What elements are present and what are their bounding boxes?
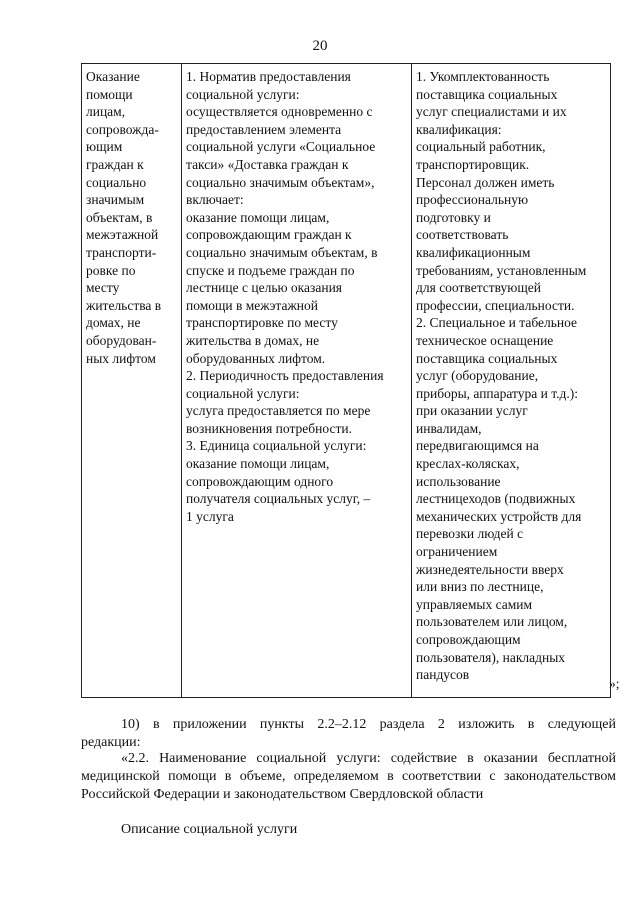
cell-text-line: оказание помощи лицам, [186, 209, 330, 225]
table-row [82, 64, 611, 698]
cell-text-line: жизнедеятельности вверх [416, 561, 564, 577]
cell-text-line: сопровожда- [86, 121, 159, 137]
cell-text-line: социальной услуги: [186, 385, 300, 401]
paragraph-line: редакции: [81, 735, 141, 750]
cell-text-line: Оказание [86, 69, 140, 84]
cell-text-line: профессиональную [416, 192, 529, 208]
cell-text-line: получателя социальных услуг, – [186, 491, 371, 507]
cell-text-line: значимым [86, 192, 145, 208]
cell-text-line: пандусов [416, 667, 470, 683]
page-number: 20 [312, 38, 328, 54]
cell-text-line: услуга предоставляется по мере [186, 403, 371, 419]
cell-text-line: 2. Специальное и табельное [416, 315, 578, 331]
service-name-cell [82, 64, 182, 698]
cell-text-line: оказание помощи лицам, [186, 456, 330, 472]
cell-text-line: сопровождающим одного [186, 473, 334, 489]
cell-text-line: социально значимым объектам, в [186, 244, 378, 260]
cell-text-line: приборы, аппаратура и т.д.): [416, 385, 578, 401]
cell-text-line: 1. Укомплектованность [416, 69, 550, 84]
paragraph-line: «2.2. Наименование социальной услуги: содействие в оказании бесплатной [121, 751, 616, 766]
cell-text-line: оборудованных лифтом. [186, 350, 326, 366]
services-table [81, 63, 611, 698]
paragraph-line: медицинской помощи в объеме, определяемом в соответствии с законодательством [81, 769, 616, 784]
cell-text-line: домах, не [86, 315, 141, 331]
cell-text-line: социально значимым объектам», [186, 174, 375, 190]
cell-text-line: социальной услуги: [186, 86, 300, 102]
cell-text-line: транспортировке по месту [186, 315, 338, 331]
paragraph-item-10 [81, 716, 616, 752]
cell-text-line: предоставлением элемента [186, 121, 342, 137]
cell-text-line: включает: [186, 192, 244, 208]
cell-text-line: транспортировщик. [416, 156, 530, 172]
cell-text-line: возникновения потребности. [186, 420, 352, 436]
cell-text-line: 3. Единица социальной услуги: [186, 438, 367, 454]
cell-text-line: механических устройств для [416, 508, 582, 524]
cell-text-line: ных лифтом [86, 350, 156, 366]
cell-text-line: такси» «Доставка граждан к [186, 156, 349, 172]
cell-text-line: оборудован- [86, 332, 157, 348]
cell-text-line: ровке по [86, 262, 136, 278]
cell-text-line: перевозки людей с [416, 526, 524, 542]
cell-text-line: 1. Норматив предоставления [186, 69, 351, 84]
cell-text-line: помощи в межэтажной [186, 297, 318, 313]
cell-text-line: поставщика социальных [416, 350, 558, 366]
cell-text-line: сопровождающим [416, 632, 521, 647]
cell-text-line: объектам, в [86, 209, 153, 225]
cell-text-line: креслах-колясках, [416, 456, 520, 472]
cell-text-line: Персонал должен иметь [416, 174, 555, 190]
cell-text-line: жительства в домах, не [186, 332, 320, 348]
cell-text-line: или вниз по лестнице, [416, 579, 544, 595]
cell-text-line: техническое оснащение [416, 332, 554, 348]
section-heading: Описание социальной услуги [121, 822, 298, 837]
cell-text-line: для соответствующей [416, 280, 542, 296]
cell-text-line: подготовку и [416, 209, 491, 225]
cell-text-line: 2. Периодичность предоставления [186, 368, 384, 384]
service-requirements-cell [412, 64, 611, 698]
cell-text-line: лестницеходов (подвижных [416, 491, 576, 507]
cell-text-line: социальный работник, [416, 139, 546, 155]
cell-text-line: 1 услуга [186, 508, 234, 524]
paragraph-line: 10) в приложении пункты 2.2–2.12 раздела 2 изложить в следующей [121, 717, 616, 732]
cell-text-line: граждан к [86, 156, 144, 172]
cell-text-line: месту [86, 280, 120, 296]
cell-text-line: при оказании услуг [416, 403, 528, 419]
cell-text-line: осуществляется одновременно с [186, 104, 373, 120]
table-closing-quote: »; [609, 676, 620, 691]
cell-text-line: инвалидам, [416, 420, 482, 436]
cell-text-line: услуг специалистами и их [416, 104, 567, 120]
cell-text-line: ющим [86, 139, 123, 155]
cell-text-line: использование [416, 473, 501, 489]
cell-text-line: соответствовать [416, 227, 509, 243]
cell-text-line: квалификационным [416, 244, 531, 260]
cell-text-line: жительства в [86, 297, 162, 313]
cell-text-line: квалификация: [416, 121, 502, 137]
cell-text-line: пользователя), накладных [416, 649, 566, 665]
cell-text-line: сопровождающим граждан к [186, 227, 352, 243]
cell-text-line: услуг (оборудование, [416, 368, 539, 384]
cell-text-line: помощи [86, 86, 133, 102]
service-standard-cell [182, 64, 412, 698]
cell-text-line: транспорти- [86, 244, 157, 260]
cell-text-line: спуске и подъеме граждан по [186, 262, 355, 278]
cell-text-line: управляемых самим [416, 596, 533, 612]
cell-text-line: лицам, [86, 104, 126, 120]
cell-text-line: лестнице с целью оказания [186, 280, 343, 296]
cell-text-line: поставщика социальных [416, 86, 558, 102]
paragraph-line: Российской Федерации и законодательством Свердловской области [81, 787, 484, 802]
cell-text-line: социально [86, 174, 147, 190]
cell-text-line: передвигающимся на [416, 438, 539, 454]
cell-text-line: профессии, специальности. [416, 297, 575, 313]
cell-text-line: требованиям, установленным [416, 262, 587, 278]
cell-text-line: ограничением [416, 544, 498, 560]
cell-text-line: межэтажной [86, 227, 159, 243]
cell-text-line: пользователем или лицом, [416, 614, 568, 630]
cell-text-line: социальной услуги «Социальное [186, 139, 376, 155]
paragraph-2-2 [81, 750, 616, 804]
